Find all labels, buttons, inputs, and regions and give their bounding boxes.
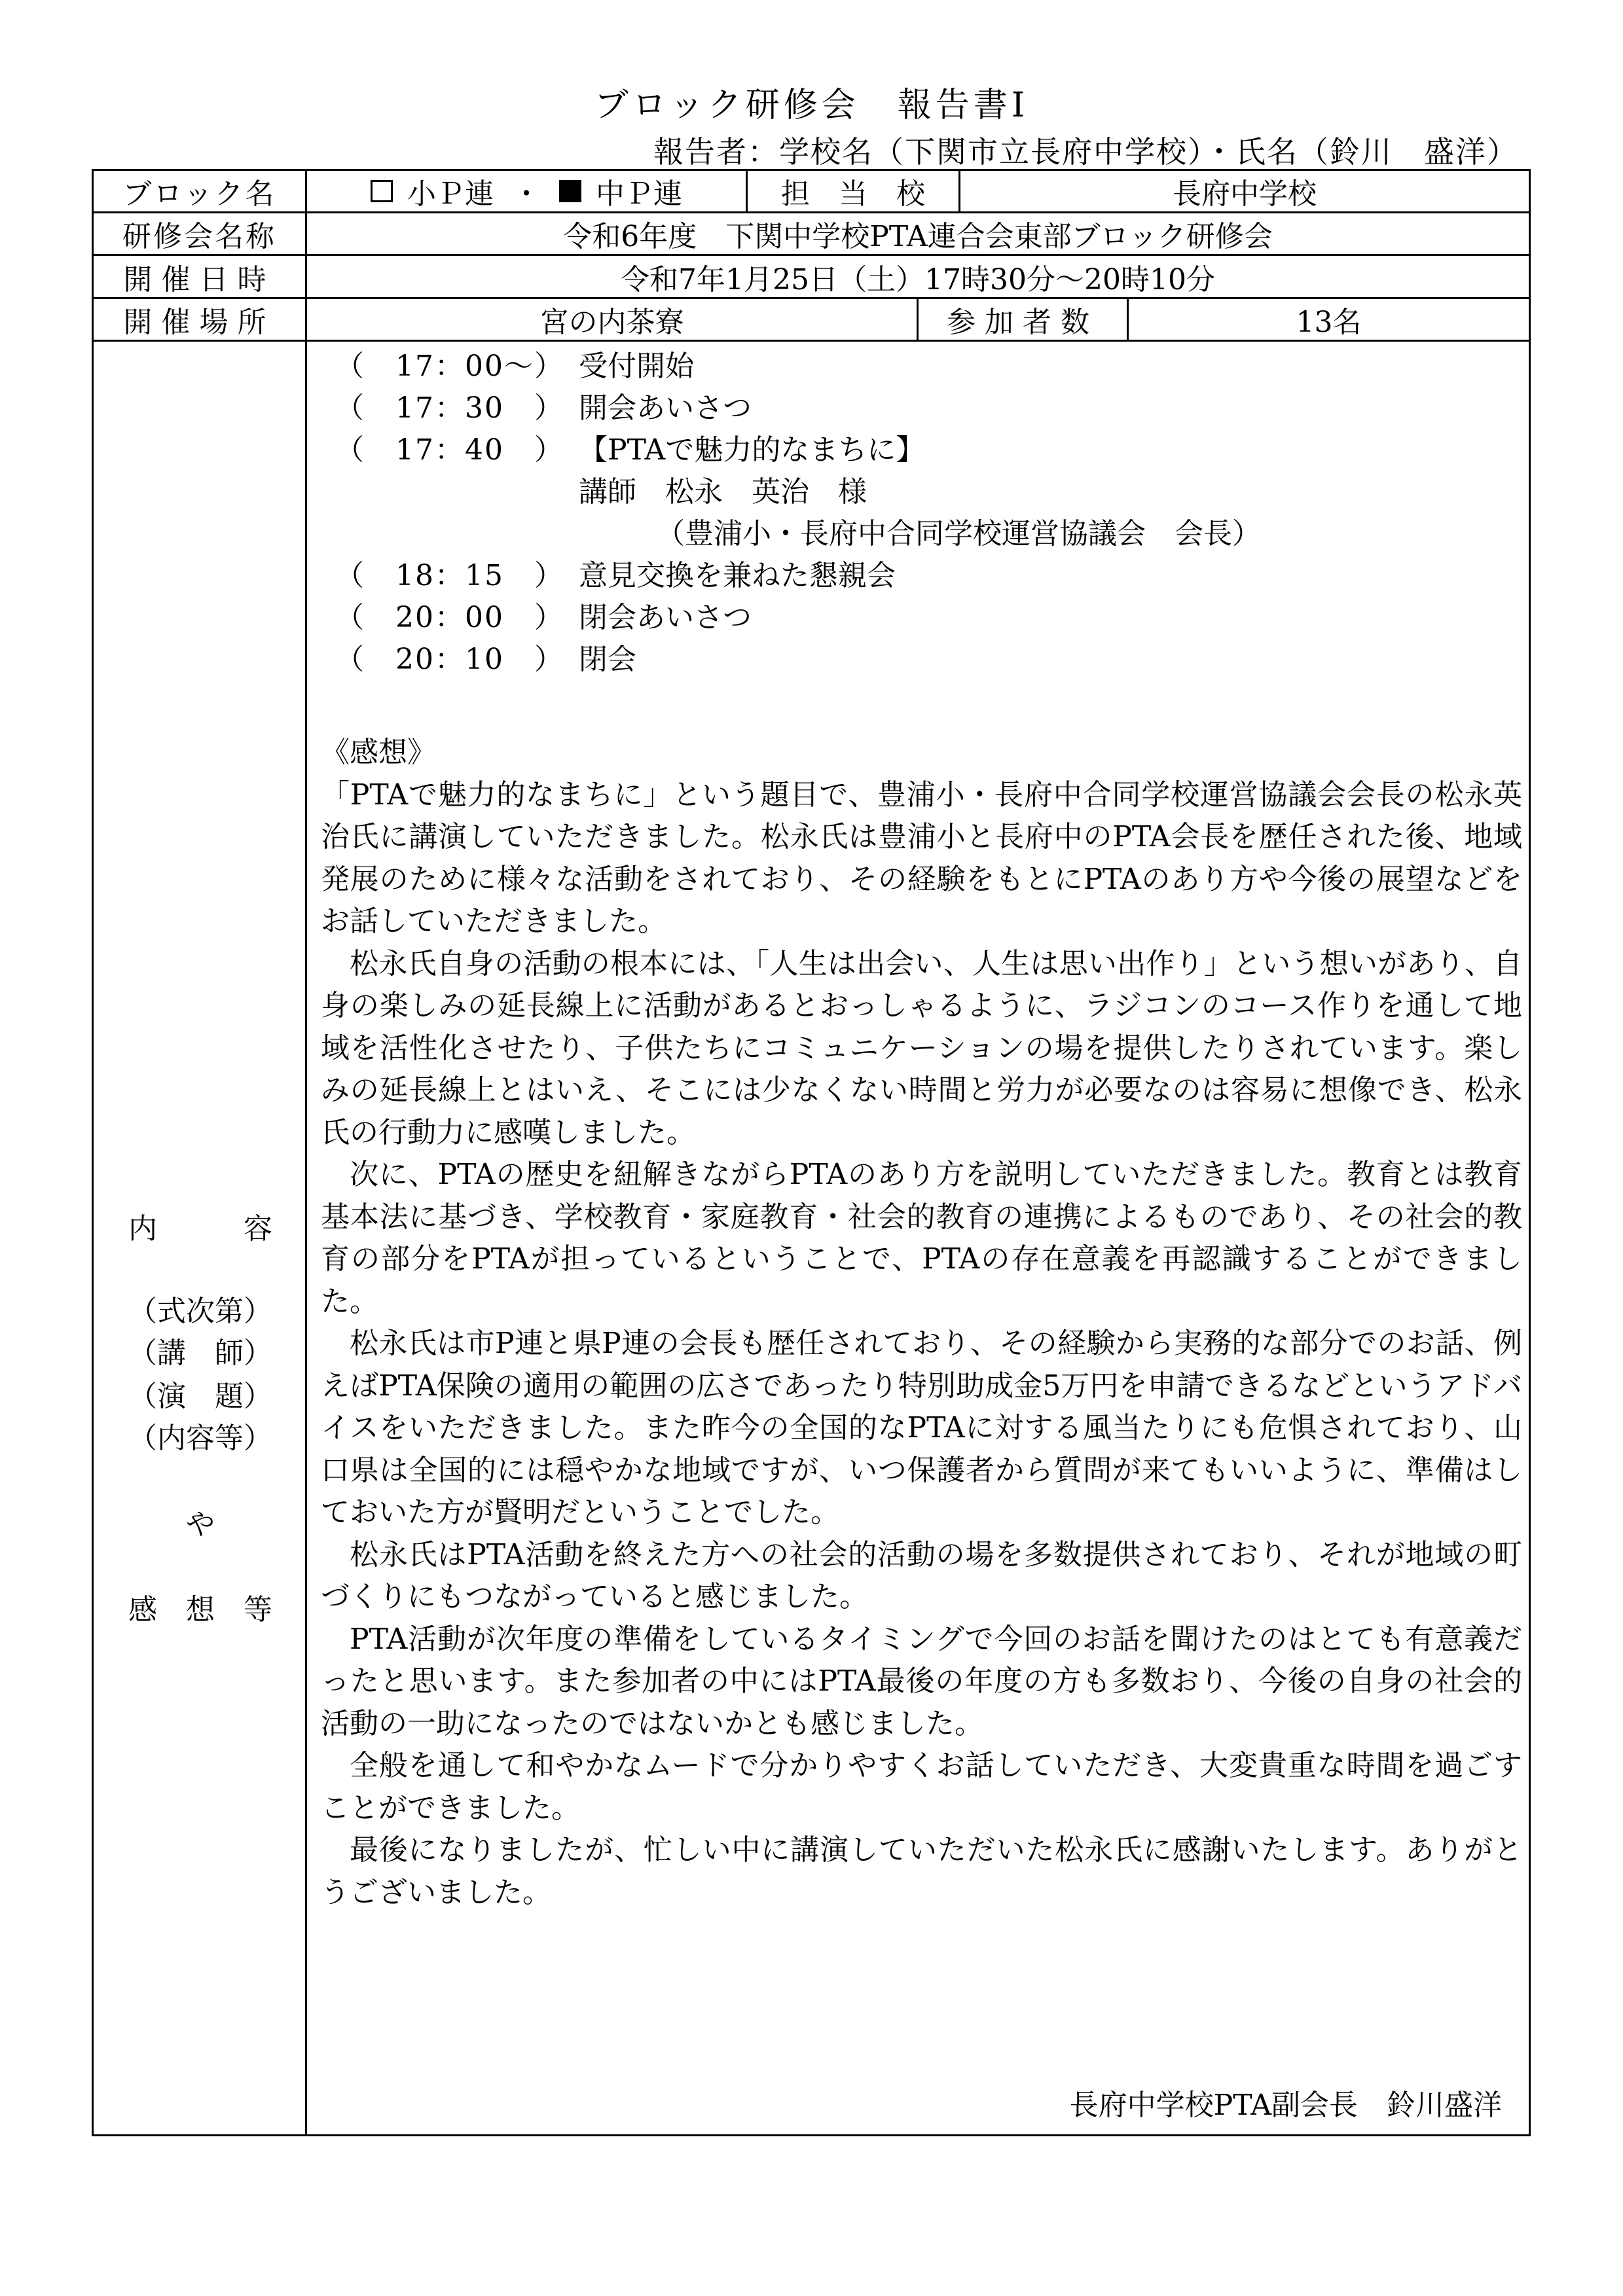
- schedule-list: [335, 346, 1501, 681]
- impressions-paragraph: 松永氏は市P連と県P連の会長も歴任されており、その経験から実務的な部分でのお話、例えばPTA保険の適用の範囲の広さであったり特別助成金5万円を申請できるなどというアドバイスをいただきました。また昨今の全国的なPTAに対する風当たりにも危惧されており、山口県は全国的には穏やかな地域ですが、いつ保護者から質問が来てもいいように、準備はしておいた方が賢明だということでした。: [321, 1327, 1522, 1529]
- impressions-paragraph: 松永氏はPTA活動を終えた方への社会的活動の場を多数提供されており、それが地域の町づくりにもつながっていると感じました。: [321, 1537, 1522, 1613]
- impressions-paragraph: 松永氏自身の活動の根本には、「人生は出会い、人生は思い出作り」という想いがあり、自身の楽しみの延長線上に活動があるとおっしゃるように、ラジコンのコース作りを通して地域を活性化させたり、子供たちにコミュニケーションの場を提供したりされています。楽しみの延長線上とはいえ、そこには少なくない時間と労力が必要なのは容易に想像でき、松永氏の行動力に感嘆しました。: [321, 946, 1522, 1149]
- option-separator: ・: [512, 177, 541, 211]
- option-elementary-label: 小Ｐ連: [407, 177, 494, 211]
- impressions-paragraph: 次に、PTAの歴史を紐解きながらPTAのあり方を説明していただきました。教育とは教育基本法に基づき、学校教育・家庭教育・社会的教育の連携によるものであり、その社会的教育の部分をPTAが担っているということで、PTAの存在意義を再認識することができました。: [321, 1158, 1522, 1318]
- school-label: 担 当 校: [781, 177, 925, 211]
- date-value: 令和7年1月25日（土）17時30分～20時10分: [621, 262, 1215, 296]
- schedule-row: [335, 513, 1501, 555]
- schedule-row: [335, 597, 1501, 639]
- schedule-row: [335, 346, 1501, 387]
- venue-value: 宮の内茶寮: [539, 306, 684, 339]
- details-label: （内容等）: [128, 1422, 272, 1455]
- venue-label: 開催場所: [123, 306, 276, 339]
- schedule-row: [335, 471, 1501, 513]
- participants-value: 13名: [1296, 306, 1362, 339]
- block-options: [307, 171, 746, 211]
- schedule-row: [335, 639, 1501, 681]
- lecturer-name: 講師 松永 英治 様: [579, 475, 867, 509]
- schedule-row: [335, 429, 1501, 471]
- document-title: ブロック研修会 報告書Ⅰ: [594, 86, 1029, 125]
- signature: 長府中学校PTA副会長 鈴川盛洋: [1069, 2089, 1502, 2122]
- impressions-paragraph: 全般を通して和やかなムードで分かりやすくお話していただき、大変貴重な時間を過ごすことができました。: [321, 1749, 1522, 1825]
- schedule-time: （ 17：30 ）: [335, 391, 564, 425]
- schedule-event: 開会あいさつ: [579, 391, 752, 425]
- schedule-time: （ 20：10 ）: [335, 643, 564, 676]
- schedule-time: （ 18：15 ）: [335, 559, 564, 592]
- date-label: 開催日時: [123, 262, 276, 296]
- schedule-label: （式次第）: [128, 1295, 272, 1328]
- impressions-paragraph: PTA活動が次年度の準備をしているタイミングで今回のお話を聞けたのはとても有意義だったと思います。また参加者の中にはPTA最後の年度の方も多数おり、今後の自身の社会的活動の一助になったのではないかとも感じました。: [321, 1622, 1522, 1740]
- content-label-column: [96, 340, 305, 2136]
- block-label: ブロック名: [122, 177, 276, 211]
- option-junior-high-label: 中Ｐ連: [596, 177, 682, 211]
- impressions-section: [321, 732, 1522, 1914]
- schedule-event: 意見交換を兼ねた懇親会: [579, 559, 896, 592]
- seminar-value: 令和6年度 下関中学校PTA連合会東部ブロック研修会: [563, 220, 1273, 253]
- schedule-event: 【PTAで魅力的なまちに】: [579, 433, 925, 467]
- schedule-event: 閉会: [579, 643, 636, 676]
- seminar-label: 研修会名称: [122, 220, 276, 253]
- topic-label: （演 題）: [128, 1380, 272, 1413]
- impressions-heading: 《感想》: [321, 736, 436, 769]
- schedule-row: [335, 555, 1501, 597]
- schedule-event: 閉会あいさつ: [579, 601, 752, 634]
- lecturer-affiliation: （豊浦小・長府中合同学校運営協議会 会長）: [656, 517, 1261, 550]
- lecturer-label: （講 師）: [128, 1336, 272, 1370]
- checkbox-junior-high[interactable]: [559, 180, 581, 202]
- schedule-row: [335, 387, 1501, 429]
- impressions-paragraph: 最後になりましたが、忙しい中に講演していただいた松永氏に感謝いたします。ありがとうございました。: [321, 1833, 1522, 1909]
- schedule-time: （ 17：40 ）: [335, 433, 564, 467]
- schedule-event: 受付開始: [579, 350, 694, 383]
- school-value: 長府中学校: [1173, 177, 1317, 211]
- and-label: や: [186, 1508, 215, 1541]
- impressions-paragraph: 「PTAで魅力的なまちに」という題目で、豊浦小・長府中合同学校運営協議会会長の松永英治氏に講演していただきました。松永氏は豊浦小と長府中のPTA会長を歴任された後、地域発展のために様々な活動をされており、その経験をもとにPTAのあり方や今後の展望などをお話していただきました。: [321, 778, 1522, 938]
- impressions-label: 感 想 等: [128, 1593, 272, 1626]
- participants-label: 参加者数: [947, 306, 1099, 339]
- checkbox-elementary[interactable]: [371, 180, 393, 202]
- reporter-line: 報告者：学校名（下関市立長府中学校）・氏名（鈴川 盛洋）: [653, 134, 1518, 170]
- schedule-time: （ 20：00 ）: [335, 601, 564, 634]
- content-label: 内 容: [128, 1212, 272, 1246]
- column-divider: [305, 171, 307, 2134]
- schedule-time: （ 17：00～）: [335, 350, 564, 383]
